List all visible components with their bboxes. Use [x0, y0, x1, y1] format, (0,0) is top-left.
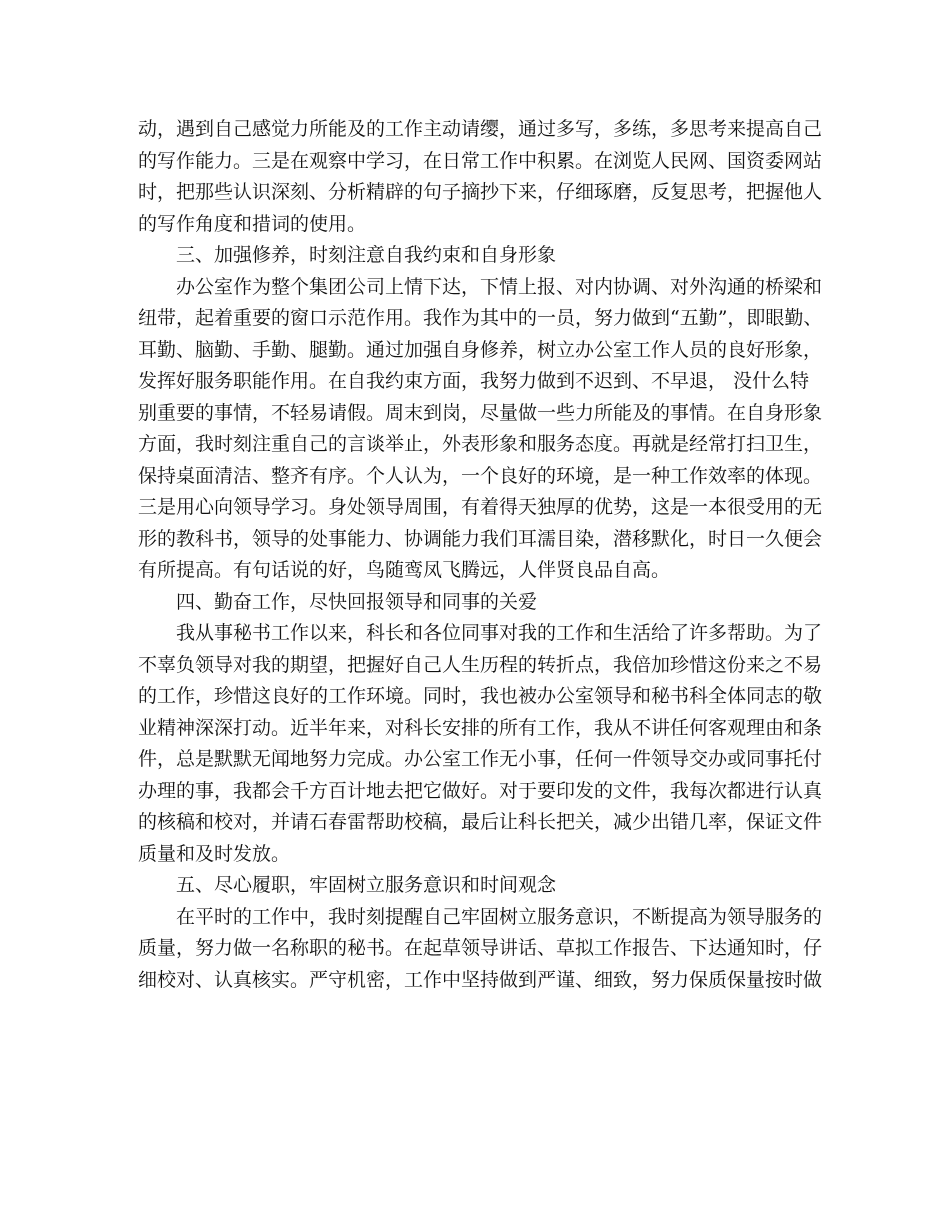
text-line: 件，总是默默无闻地努力完成。办公室工作无小事，任何一件领导交办或同事托付 — [138, 748, 823, 770]
text-line: 的写作能力。三是在观察中学习，在日常工作中积累。在浏览人民网、国资委网站 — [138, 149, 823, 172]
text-line: 别重要的事情，不轻易请假。周末到岗，尽量做一些力所能及的事情。在自身形象 — [138, 401, 823, 424]
paragraph-start-line: 在平时的工作中，我时刻提醒自己牢固树立服务意识，不断提高为领导服务的 — [176, 905, 823, 928]
paragraph-start-line: 三、加强修养，时刻注意自我约束和自身形象 — [176, 244, 557, 266]
document-body — [138, 114, 828, 996]
text-line: 办理的事，我都会千方百计地去把它做好。对于要印发的文件，我每次都进行认真 — [138, 779, 823, 802]
text-line: 形的教科书，领导的处事能力、协调能力我们耳濡目染，潜移默化，时日一久便会 — [138, 527, 823, 550]
text-line: 业精神深深打动。近半年来，对科长安排的所有工作，我从不讲任何客观理由和条 — [138, 716, 823, 739]
paragraph-start-line: 五、尽心履职，牢固树立服务意识和时间观念 — [176, 874, 557, 896]
text-line: 方面，我时刻注重自己的言谈举止，外表形象和服务态度。再就是经常打扫卫生， — [138, 433, 823, 455]
text-line: 的核稿和校对，并请石春雷帮助校稿，最后让科长把关，减少出错几率，保证文件 — [138, 811, 823, 833]
paragraph-start-line: 办公室作为整个集团公司上情下达，下情上报、对内协调、对外沟通的桥梁和 — [176, 275, 823, 298]
text-line: 时，把那些认识深刻、分析精辟的句子摘抄下来，仔细琢磨，反复思考，把握他人 — [138, 181, 823, 203]
text-line: 质量和及时发放。 — [138, 842, 291, 865]
text-line: 细校对、认真核实。严守机密，工作中坚持做到严谨、细致，努力保质保量按时做 — [138, 968, 823, 991]
text-line: 不辜负领导对我的期望，把握好自己人生历程的转折点，我倍加珍惜这份来之不易 — [138, 653, 823, 676]
text-line: 质量，努力做一名称职的秘书。在起草领导讲话、草拟工作报告、下达通知时，仔 — [138, 937, 823, 959]
text-line: 有所提高。有句话说的好，鸟随鸾凤飞腾远，人伴贤良品自高。 — [138, 559, 671, 581]
text-line: 发挥好服务职能作用。在自我约束方面，我努力做到不迟到、不早退， 没什么特 — [138, 370, 810, 392]
text-line: 的写作角度和措词的使用。 — [138, 212, 367, 235]
text-line: 纽带，起着重要的窗口示范作用。我作为其中的一员，努力做到“五勤”，即眼勤、 — [138, 307, 823, 329]
text-line: 的工作，珍惜这良好的工作环境。同时，我也被办公室领导和秘书科全体同志的敬 — [138, 685, 823, 707]
text-line: 动，遇到自己感觉力所能及的工作主动请缨，通过多写，多练，多思考来提高自己 — [138, 118, 823, 140]
paragraph-start-line: 我从事秘书工作以来，科长和各位同事对我的工作和生活给了许多帮助。为了 — [176, 622, 823, 644]
text-line: 耳勤、脑勤、手勤、腿勤。通过加强自身修养，树立办公室工作人员的良好形象， — [138, 338, 823, 361]
text-line: 保持桌面清洁、整齐有序。个人认为，一个良好的环境，是一种工作效率的体现。 — [138, 464, 823, 487]
text-line: 三是用心向领导学习。身处领导周围，有着得天独厚的优势，这是一本很受用的无 — [138, 496, 823, 518]
paragraph-start-line: 四、勤奋工作，尽快回报领导和同事的关爱 — [176, 590, 538, 613]
